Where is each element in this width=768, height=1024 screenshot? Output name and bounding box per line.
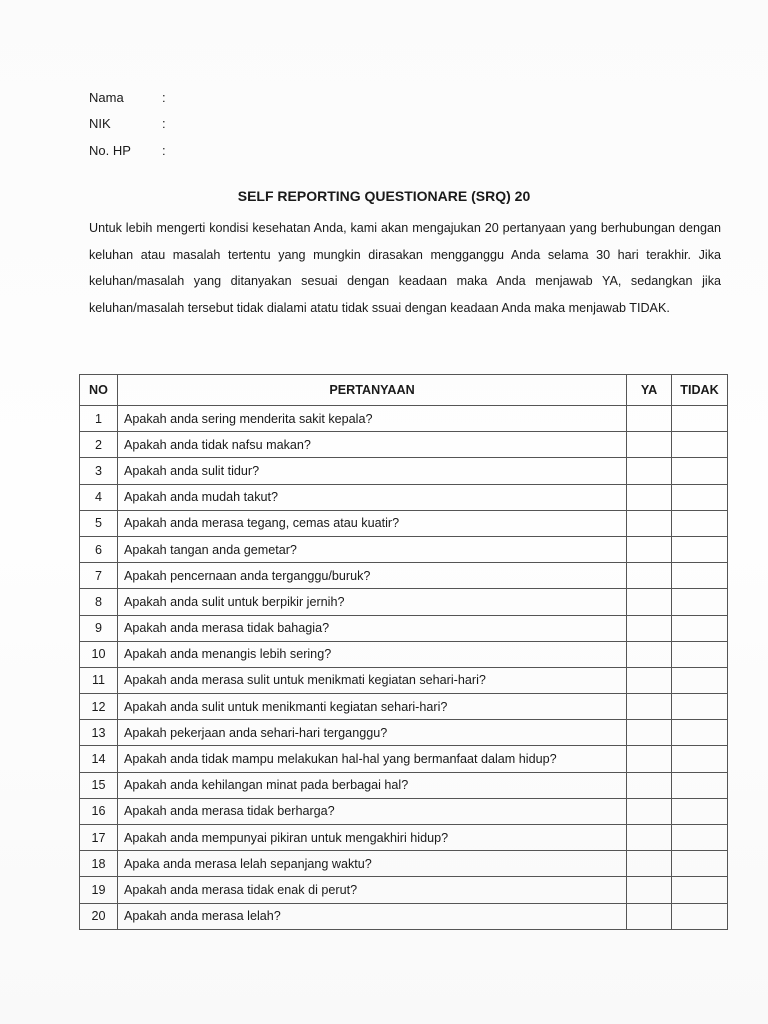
answer-tidak-cell[interactable] xyxy=(672,746,728,772)
question-number: 16 xyxy=(80,798,118,824)
nik-colon: : xyxy=(162,116,166,132)
table-row xyxy=(80,458,728,484)
question-number: 10 xyxy=(80,641,118,667)
question-number: 13 xyxy=(80,720,118,746)
identity-row-hp xyxy=(89,137,372,164)
table-row xyxy=(80,772,728,798)
table-row xyxy=(80,903,728,929)
answer-ya-cell[interactable] xyxy=(627,746,672,772)
answer-ya-cell[interactable] xyxy=(627,694,672,720)
answer-tidak-cell[interactable] xyxy=(672,589,728,615)
question-number: 3 xyxy=(80,458,118,484)
answer-ya-cell[interactable] xyxy=(627,877,672,903)
header-tidak: TIDAK xyxy=(672,375,728,406)
answer-tidak-cell[interactable] xyxy=(672,667,728,693)
header-ya: YA xyxy=(627,375,672,406)
question-number: 11 xyxy=(80,667,118,693)
answer-ya-cell[interactable] xyxy=(627,772,672,798)
answer-ya-cell[interactable] xyxy=(627,432,672,458)
nama-colon: : xyxy=(162,89,166,105)
answer-ya-cell[interactable] xyxy=(627,667,672,693)
question-number: 7 xyxy=(80,563,118,589)
question-text: Apakah anda merasa tidak berharga? xyxy=(117,798,626,824)
answer-tidak-cell[interactable] xyxy=(672,458,728,484)
question-text: Apakah anda menangis lebih sering? xyxy=(117,641,626,667)
question-number: 19 xyxy=(80,877,118,903)
question-text: Apakah anda merasa lelah? xyxy=(117,903,626,929)
answer-tidak-cell[interactable] xyxy=(672,563,728,589)
document-title: SELF REPORTING QUESTIONARE (SRQ) 20 xyxy=(237,188,531,204)
question-text: Apakah pekerjaan anda sehari-hari terganggu? xyxy=(117,720,626,746)
question-number: 20 xyxy=(80,903,118,929)
answer-ya-cell[interactable] xyxy=(627,563,672,589)
answer-tidak-cell[interactable] xyxy=(672,432,728,458)
table-row xyxy=(80,589,728,615)
question-text: Apakah anda kehilangan minat pada berbagai hal? xyxy=(117,772,626,798)
question-text: Apakah anda merasa tidak enak di perut? xyxy=(117,877,626,903)
question-text: Apakah tangan anda gemetar? xyxy=(117,536,626,562)
answer-ya-cell[interactable] xyxy=(627,798,672,824)
header-no: NO xyxy=(80,375,118,406)
answer-ya-cell[interactable] xyxy=(627,510,672,536)
answer-ya-cell[interactable] xyxy=(627,825,672,851)
question-text: Apakah anda merasa tegang, cemas atau kuatir? xyxy=(117,510,626,536)
identity-row-nama xyxy=(89,84,372,111)
table-row xyxy=(80,746,728,772)
question-number: 8 xyxy=(80,589,118,615)
answer-tidak-cell[interactable] xyxy=(672,720,728,746)
question-number: 12 xyxy=(80,694,118,720)
answer-tidak-cell[interactable] xyxy=(672,694,728,720)
question-text: Apaka anda merasa lelah sepanjang waktu? xyxy=(117,851,626,877)
answer-tidak-cell[interactable] xyxy=(672,536,728,562)
question-text: Apakah pencernaan anda terganggu/buruk? xyxy=(117,563,626,589)
question-number: 17 xyxy=(80,825,118,851)
intro-paragraph: Untuk lebih mengerti kondisi kesehatan Anda, kami akan mengajukan 20 pertanyaan yang berhubungan dengan keluhan atau masalah tertentu yang mungkin dirasakan mengganggu Anda selama 30 hari terakhir. Jika keluhan/masalah yang ditanyakan sesuai dengan keadaan maka Anda menjawab YA, sedangkan jika keluhan/masalah tersebut tidak dialami atatu tidak ssuai dengan keadaan Anda maka menjawab TIDAK. xyxy=(89,221,721,315)
no-hp-label: No. HP xyxy=(89,142,131,158)
table-row xyxy=(80,694,728,720)
question-text: Apakah anda tidak mampu melakukan hal-hal yang bermanfaat dalam hidup? xyxy=(117,746,626,772)
table-row xyxy=(80,825,728,851)
answer-ya-cell[interactable] xyxy=(627,589,672,615)
header-question: PERTANYAAN xyxy=(117,375,626,406)
question-number: 14 xyxy=(80,746,118,772)
answer-tidak-cell[interactable] xyxy=(672,641,728,667)
question-text: Apakah anda sulit tidur? xyxy=(117,458,626,484)
table-row xyxy=(80,484,728,510)
question-number: 18 xyxy=(80,851,118,877)
answer-ya-cell[interactable] xyxy=(627,641,672,667)
identity-row-nik xyxy=(89,111,372,138)
table-header-row xyxy=(80,375,728,406)
identity-fields xyxy=(89,84,372,164)
question-number: 1 xyxy=(80,406,118,432)
question-text: Apakah anda merasa tidak bahagia? xyxy=(117,615,626,641)
table-row xyxy=(80,720,728,746)
question-number: 15 xyxy=(80,772,118,798)
answer-tidak-cell[interactable] xyxy=(672,406,728,432)
nik-label: NIK xyxy=(89,116,111,132)
question-text: Apakah anda sulit untuk menikmanti kegiatan sehari-hari? xyxy=(117,694,626,720)
answer-tidak-cell[interactable] xyxy=(672,484,728,510)
answer-tidak-cell[interactable] xyxy=(672,877,728,903)
question-number: 9 xyxy=(80,615,118,641)
table-body xyxy=(80,406,728,930)
answer-ya-cell[interactable] xyxy=(627,615,672,641)
question-number: 4 xyxy=(80,484,118,510)
question-number: 2 xyxy=(80,432,118,458)
table-row xyxy=(80,615,728,641)
answer-ya-cell[interactable] xyxy=(627,851,672,877)
table-row xyxy=(80,851,728,877)
table-row xyxy=(80,510,728,536)
answer-tidak-cell[interactable] xyxy=(672,615,728,641)
question-text: Apakah anda mempunyai pikiran untuk mengakhiri hidup? xyxy=(117,825,626,851)
answer-ya-cell[interactable] xyxy=(627,458,672,484)
answer-ya-cell[interactable] xyxy=(627,903,672,929)
answer-tidak-cell[interactable] xyxy=(672,510,728,536)
question-text: Apakah anda sering menderita sakit kepala? xyxy=(117,406,626,432)
answer-ya-cell[interactable] xyxy=(627,536,672,562)
question-text: Apakah anda mudah takut? xyxy=(117,484,626,510)
question-text: Apakah anda sulit untuk berpikir jernih? xyxy=(117,589,626,615)
question-text: Apakah anda tidak nafsu makan? xyxy=(117,432,626,458)
table-row xyxy=(80,641,728,667)
srq-table xyxy=(79,374,728,930)
table-row xyxy=(80,877,728,903)
answer-tidak-cell[interactable] xyxy=(672,798,728,824)
answer-ya-cell[interactable] xyxy=(627,484,672,510)
answer-tidak-cell[interactable] xyxy=(672,903,728,929)
table-row xyxy=(80,406,728,432)
table-row xyxy=(80,798,728,824)
answer-ya-cell[interactable] xyxy=(627,406,672,432)
table-row xyxy=(80,563,728,589)
table-row xyxy=(80,536,728,562)
answer-ya-cell[interactable] xyxy=(627,720,672,746)
question-text: Apakah anda merasa sulit untuk menikmati kegiatan sehari-hari? xyxy=(117,667,626,693)
table-row xyxy=(80,432,728,458)
nama-label: Nama xyxy=(89,89,124,105)
answer-tidak-cell[interactable] xyxy=(672,772,728,798)
answer-tidak-cell[interactable] xyxy=(672,825,728,851)
question-number: 5 xyxy=(80,510,118,536)
table-row xyxy=(80,667,728,693)
question-number: 6 xyxy=(80,536,118,562)
no-hp-colon: : xyxy=(162,142,166,158)
answer-tidak-cell[interactable] xyxy=(672,851,728,877)
